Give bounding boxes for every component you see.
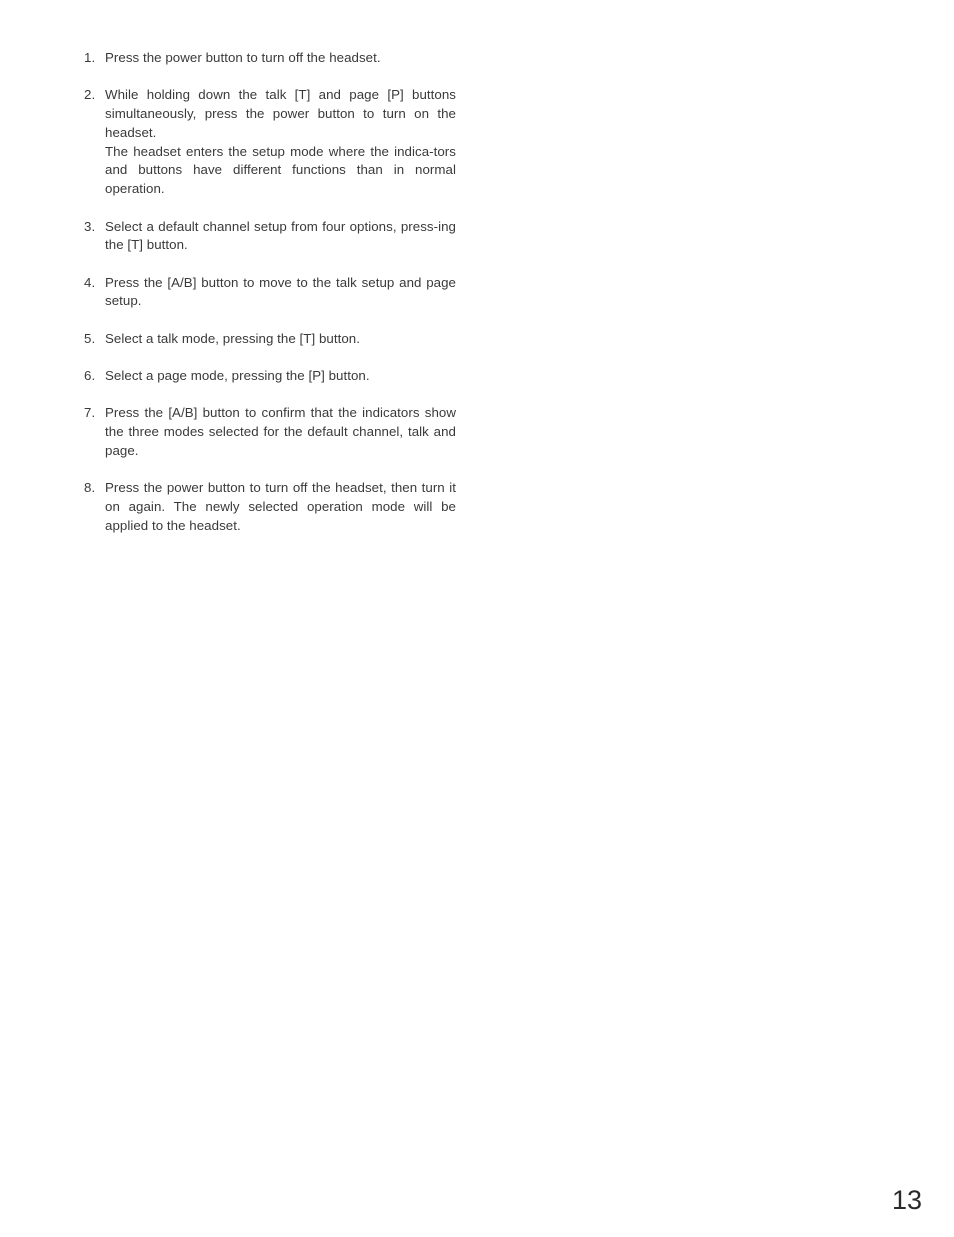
step-3 (84, 218, 456, 256)
step-5 (84, 330, 456, 349)
step-2 (84, 86, 456, 199)
step-text: Press the power button to turn off the headset, then turn it on again. The newly selected operation mode will be applied to the headset. (105, 480, 456, 533)
step-note: The headset enters the setup mode where the indica-tors and buttons have different functions than in normal operation. (105, 143, 456, 197)
instruction-steps (84, 49, 456, 554)
step-text-group (105, 86, 456, 199)
step-number: 8. (84, 480, 96, 496)
step-6 (84, 367, 456, 386)
step-text: Select a default channel setup from four options, press-ing the [T] button. (105, 218, 456, 253)
step-number: 6. (84, 368, 96, 384)
step-7 (84, 404, 456, 460)
step-number: 7. (84, 405, 96, 421)
step-number: 1. (84, 50, 96, 65)
step-text: Press the [A/B] button to move to the talk setup and page setup. (105, 274, 456, 309)
step-text: Press the power button to turn off the headset. (105, 50, 381, 65)
step-text: Select a page mode, pressing the [P] button. (105, 368, 370, 384)
page-number: 13 (891, 1185, 922, 1215)
step-text: While holding down the talk [T] and page [P] buttons simultaneously, press the power button to turn on the headset. (105, 87, 456, 140)
step-number: 4. (84, 274, 96, 290)
step-1 (84, 49, 456, 68)
step-text: Select a talk mode, pressing the [T] button. (105, 330, 360, 346)
step-number: 2. (84, 87, 96, 103)
step-number: 3. (84, 218, 96, 234)
step-number: 5. (84, 330, 96, 346)
step-8 (84, 479, 456, 535)
step-text: Press the [A/B] button to confirm that the indicators show the three modes selected for the default channel, talk and page. (105, 405, 456, 458)
step-4 (84, 274, 456, 312)
